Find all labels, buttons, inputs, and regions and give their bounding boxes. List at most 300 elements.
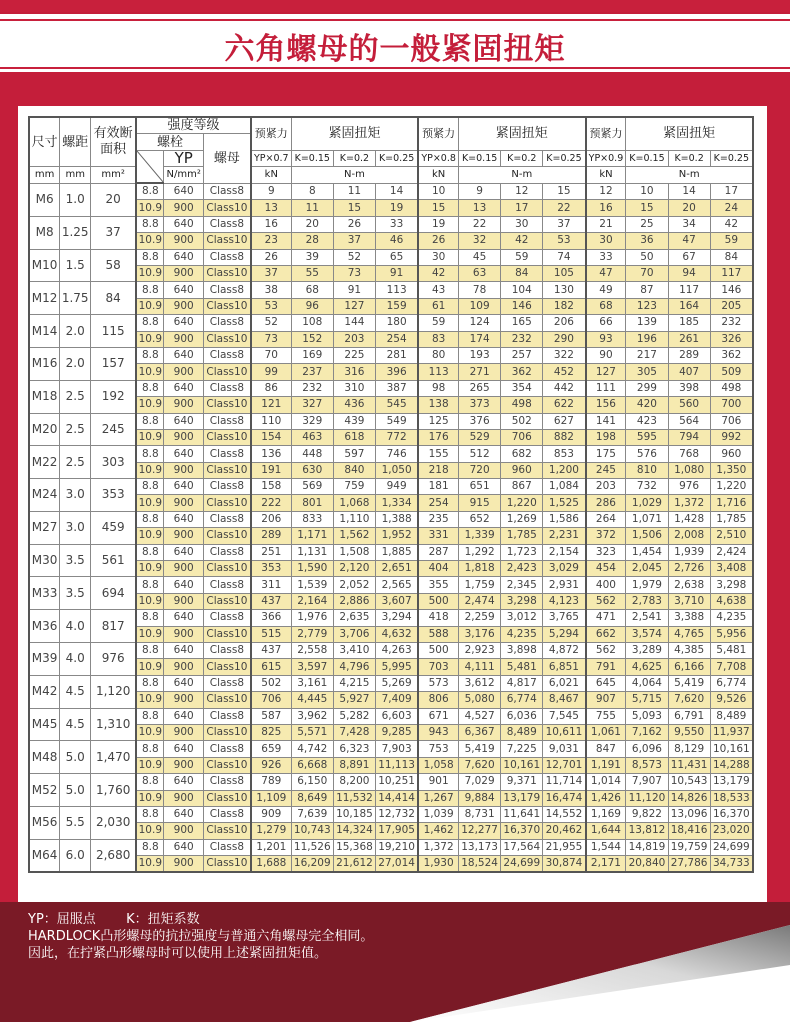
cell-preload: 19 xyxy=(418,216,458,232)
cell-grade-nut: Class10 xyxy=(203,528,250,544)
col-size-header: 尺寸 xyxy=(29,117,60,167)
cell-torque: 10,743 xyxy=(291,823,333,839)
table-row xyxy=(29,675,753,691)
cell-preload: 206 xyxy=(251,511,291,527)
cell-torque: 1,080 xyxy=(668,462,710,478)
table-row xyxy=(29,823,753,839)
cell-area: 1,120 xyxy=(91,675,137,708)
cell-grade-yp: 900 xyxy=(164,233,203,249)
cell-torque: 3,710 xyxy=(668,593,710,609)
cell-torque: 407 xyxy=(668,364,710,380)
cell-preload: 15 xyxy=(418,200,458,216)
cell-torque: 1,350 xyxy=(710,462,753,478)
cell-torque: 329 xyxy=(291,413,333,429)
cell-torque: 14,324 xyxy=(333,823,375,839)
preload-header-1: 预紧力 xyxy=(251,117,291,150)
cell-torque: 6,668 xyxy=(291,757,333,773)
cell-area: 58 xyxy=(91,249,137,282)
cell-torque: 700 xyxy=(710,397,753,413)
cell-grade-bolt: 10.9 xyxy=(136,495,164,511)
cell-torque: 7,639 xyxy=(291,806,333,822)
cell-grade-yp: 640 xyxy=(164,610,203,626)
k-header: K=0.25 xyxy=(543,150,586,166)
cell-torque: 68 xyxy=(291,282,333,298)
cell-torque: 3,408 xyxy=(710,561,753,577)
strength-grade-header: 强度等级 xyxy=(136,117,251,134)
cell-torque: 5,481 xyxy=(710,643,753,659)
cell-preload: 2,171 xyxy=(586,856,626,873)
cell-preload: 286 xyxy=(586,495,626,511)
cell-grade-yp: 640 xyxy=(164,315,203,331)
cell-torque: 15 xyxy=(333,200,375,216)
cell-torque: 5,282 xyxy=(333,708,375,724)
cell-torque: 36 xyxy=(626,233,668,249)
cell-torque: 1,084 xyxy=(543,479,586,495)
cell-grade-nut: Class8 xyxy=(203,413,250,429)
cell-torque: 59 xyxy=(501,249,543,265)
cell-torque: 14 xyxy=(376,183,419,200)
cell-torque: 289 xyxy=(668,347,710,363)
cell-torque: 146 xyxy=(501,298,543,314)
table-row xyxy=(29,757,753,773)
cell-torque: 949 xyxy=(376,479,419,495)
cell-torque: 12 xyxy=(501,183,543,200)
cell-preload: 1,169 xyxy=(586,806,626,822)
cell-area: 459 xyxy=(91,511,137,544)
cell-grade-yp: 900 xyxy=(164,200,203,216)
cell-grade-yp: 900 xyxy=(164,561,203,577)
cell-torque: 21,612 xyxy=(333,856,375,873)
cell-pitch: 4.0 xyxy=(60,610,91,643)
cell-grade-bolt: 10.9 xyxy=(136,790,164,806)
cell-torque: 3,388 xyxy=(668,610,710,626)
title-strip xyxy=(0,14,790,72)
cell-torque: 853 xyxy=(543,446,586,462)
cell-preload: 138 xyxy=(418,397,458,413)
cell-pitch: 6.0 xyxy=(60,839,91,872)
cell-torque: 326 xyxy=(710,331,753,347)
k-header: K=0.2 xyxy=(668,150,710,166)
cell-torque: 3,607 xyxy=(376,593,419,609)
cell-torque: 261 xyxy=(668,331,710,347)
cell-torque: 196 xyxy=(626,331,668,347)
cell-preload: 175 xyxy=(586,446,626,462)
cell-torque: 529 xyxy=(459,429,501,445)
table-row xyxy=(29,692,753,708)
cell-grade-nut: Class8 xyxy=(203,741,250,757)
cell-area: 1,470 xyxy=(91,741,137,774)
cell-torque: 17 xyxy=(501,200,543,216)
cell-torque: 18,416 xyxy=(668,823,710,839)
cell-area: 817 xyxy=(91,610,137,643)
cell-torque: 254 xyxy=(376,331,419,347)
cell-preload: 1,201 xyxy=(251,839,291,855)
cell-torque: 11,714 xyxy=(543,774,586,790)
cell-torque: 10,161 xyxy=(710,741,753,757)
cell-torque: 1,506 xyxy=(626,528,668,544)
table-row xyxy=(29,528,753,544)
cell-torque: 6,096 xyxy=(626,741,668,757)
cell-grade-yp: 640 xyxy=(164,413,203,429)
cell-torque: 801 xyxy=(291,495,333,511)
cell-torque: 3,298 xyxy=(710,577,753,593)
torque-table xyxy=(28,116,754,873)
cell-torque: 180 xyxy=(376,315,419,331)
cell-torque: 1,269 xyxy=(501,511,543,527)
cell-torque: 9 xyxy=(459,183,501,200)
cell-torque: 113 xyxy=(376,282,419,298)
cell-torque: 2,635 xyxy=(333,610,375,626)
cell-size: M64 xyxy=(29,839,60,872)
cell-torque: 232 xyxy=(291,380,333,396)
cell-torque: 7,225 xyxy=(501,741,543,757)
cell-torque: 24,699 xyxy=(710,839,753,855)
yp-header: YP xyxy=(164,150,203,166)
cell-grade-bolt: 10.9 xyxy=(136,397,164,413)
cell-pitch: 3.5 xyxy=(60,544,91,577)
cell-torque: 22 xyxy=(543,200,586,216)
cell-area: 561 xyxy=(91,544,137,577)
cell-grade-yp: 900 xyxy=(164,593,203,609)
cell-grade-yp: 640 xyxy=(164,774,203,790)
cell-torque: 1,220 xyxy=(710,479,753,495)
cell-grade-nut: Class8 xyxy=(203,347,250,363)
k-header: K=0.2 xyxy=(333,150,375,166)
cell-torque: 237 xyxy=(291,364,333,380)
cell-grade-nut: Class10 xyxy=(203,856,250,873)
cell-torque: 7,907 xyxy=(626,774,668,790)
cell-preload: 30 xyxy=(418,249,458,265)
cell-grade-bolt: 8.8 xyxy=(136,708,164,724)
cell-torque: 794 xyxy=(668,429,710,445)
cell-torque: 9,371 xyxy=(501,774,543,790)
cell-torque: 7,708 xyxy=(710,659,753,675)
cell-size: M33 xyxy=(29,577,60,610)
cell-torque: 6,774 xyxy=(501,692,543,708)
cell-grade-nut: Class8 xyxy=(203,511,250,527)
cell-grade-yp: 640 xyxy=(164,282,203,298)
cell-torque: 1,454 xyxy=(626,544,668,560)
cell-torque: 2,164 xyxy=(291,593,333,609)
cell-preload: 52 xyxy=(251,315,291,331)
cell-pitch: 3.0 xyxy=(60,511,91,544)
table-row xyxy=(29,708,753,724)
cell-torque: 265 xyxy=(459,380,501,396)
cell-preload: 562 xyxy=(586,643,626,659)
cell-torque: 42 xyxy=(710,216,753,232)
cell-preload: 287 xyxy=(418,544,458,560)
cell-torque: 2,423 xyxy=(501,561,543,577)
cell-preload: 127 xyxy=(586,364,626,380)
cell-preload: 615 xyxy=(251,659,291,675)
k-header: K=0.15 xyxy=(459,150,501,166)
cell-grade-nut: Class8 xyxy=(203,643,250,659)
cell-torque: 9,031 xyxy=(543,741,586,757)
cell-grade-yp: 900 xyxy=(164,626,203,642)
cell-size: M10 xyxy=(29,249,60,282)
note-line-2: 因此，在拧紧凸形螺母时可以使用上述紧固扭矩值。 xyxy=(28,946,328,961)
cell-torque: 50 xyxy=(626,249,668,265)
table-row xyxy=(29,790,753,806)
cell-torque: 105 xyxy=(543,266,586,282)
cell-grade-yp: 900 xyxy=(164,692,203,708)
cell-preload: 500 xyxy=(418,643,458,659)
table-row xyxy=(29,200,753,216)
cell-torque: 3,176 xyxy=(459,626,501,642)
cell-preload: 289 xyxy=(251,528,291,544)
cell-torque: 1,029 xyxy=(626,495,668,511)
cell-size: M42 xyxy=(29,675,60,708)
cell-torque: 18,533 xyxy=(710,790,753,806)
cell-torque: 217 xyxy=(626,347,668,363)
cell-preload: 366 xyxy=(251,610,291,626)
cell-torque: 127 xyxy=(333,298,375,314)
cell-torque: 232 xyxy=(710,315,753,331)
cell-torque: 70 xyxy=(626,266,668,282)
cell-grade-nut: Class8 xyxy=(203,675,250,691)
cell-torque: 2,651 xyxy=(376,561,419,577)
cell-torque: 185 xyxy=(668,315,710,331)
cell-torque: 52 xyxy=(333,249,375,265)
cell-torque: 39 xyxy=(291,249,333,265)
cell-torque: 2,045 xyxy=(626,561,668,577)
cell-preload: 198 xyxy=(586,429,626,445)
table-row xyxy=(29,331,753,347)
cell-torque: 6,791 xyxy=(668,708,710,724)
cell-torque: 4,796 xyxy=(333,659,375,675)
cell-preload: 323 xyxy=(586,544,626,560)
cell-size: M12 xyxy=(29,282,60,315)
cell-preload: 59 xyxy=(418,315,458,331)
cell-size: M14 xyxy=(29,315,60,348)
cell-torque: 1,562 xyxy=(333,528,375,544)
cell-torque: 305 xyxy=(626,364,668,380)
cell-preload: 111 xyxy=(586,380,626,396)
cell-pitch: 2.5 xyxy=(60,413,91,446)
cell-area: 303 xyxy=(91,446,137,479)
cell-torque: 30,874 xyxy=(543,856,586,873)
cell-grade-bolt: 8.8 xyxy=(136,544,164,560)
cell-torque: 8,489 xyxy=(501,724,543,740)
cell-torque: 53 xyxy=(543,233,586,249)
cell-preload: 136 xyxy=(251,446,291,462)
cell-torque: 15,368 xyxy=(333,839,375,855)
cell-preload: 753 xyxy=(418,741,458,757)
cell-torque: 144 xyxy=(333,315,375,331)
cell-grade-nut: Class8 xyxy=(203,380,250,396)
cell-torque: 14,552 xyxy=(543,806,586,822)
cell-preload: 235 xyxy=(418,511,458,527)
cell-preload: 38 xyxy=(251,282,291,298)
cell-torque: 109 xyxy=(459,298,501,314)
cell-torque: 8,573 xyxy=(626,757,668,773)
cell-preload: 98 xyxy=(418,380,458,396)
cell-torque: 960 xyxy=(710,446,753,462)
cell-torque: 1,539 xyxy=(291,577,333,593)
table-row xyxy=(29,544,753,560)
cell-pitch: 2.5 xyxy=(60,446,91,479)
cell-torque: 21,955 xyxy=(543,839,586,855)
cell-preload: 1,058 xyxy=(418,757,458,773)
cell-torque: 87 xyxy=(626,282,668,298)
table-row xyxy=(29,347,753,363)
cell-size: M48 xyxy=(29,741,60,774)
cell-torque: 159 xyxy=(376,298,419,314)
cell-torque: 16,370 xyxy=(710,806,753,822)
cell-grade-yp: 900 xyxy=(164,397,203,413)
cell-torque: 373 xyxy=(459,397,501,413)
cell-torque: 2,541 xyxy=(626,610,668,626)
preload-factor-1: YP×0.7 xyxy=(251,150,291,166)
cell-torque: 94 xyxy=(668,266,710,282)
cell-torque: 3,298 xyxy=(501,593,543,609)
cell-preload: 86 xyxy=(251,380,291,396)
cell-torque: 6,021 xyxy=(543,675,586,691)
cell-area: 157 xyxy=(91,347,137,380)
cell-torque: 1,068 xyxy=(333,495,375,511)
cell-torque: 5,269 xyxy=(376,675,419,691)
cell-grade-bolt: 8.8 xyxy=(136,479,164,495)
cell-pitch: 2.0 xyxy=(60,315,91,348)
cell-torque: 299 xyxy=(626,380,668,396)
cell-grade-bolt: 10.9 xyxy=(136,298,164,314)
cell-torque: 4,215 xyxy=(333,675,375,691)
cell-torque: 618 xyxy=(333,429,375,445)
cell-torque: 3,161 xyxy=(291,675,333,691)
cell-grade-bolt: 10.9 xyxy=(136,233,164,249)
cell-preload: 26 xyxy=(418,233,458,249)
cell-preload: 191 xyxy=(251,462,291,478)
cell-torque: 595 xyxy=(626,429,668,445)
cell-preload: 70 xyxy=(251,347,291,363)
cell-grade-yp: 900 xyxy=(164,462,203,478)
cell-grade-yp: 640 xyxy=(164,511,203,527)
cell-torque: 915 xyxy=(459,495,501,511)
cell-grade-bolt: 8.8 xyxy=(136,741,164,757)
cell-torque: 67 xyxy=(668,249,710,265)
cell-torque: 11,526 xyxy=(291,839,333,855)
cell-preload: 141 xyxy=(586,413,626,429)
cell-preload: 73 xyxy=(251,331,291,347)
table-row xyxy=(29,413,753,429)
table-row xyxy=(29,233,753,249)
cell-torque: 597 xyxy=(333,446,375,462)
preload-header-2: 预紧力 xyxy=(418,117,458,150)
cell-torque: 732 xyxy=(626,479,668,495)
cell-grade-yp: 640 xyxy=(164,806,203,822)
cell-torque: 14,288 xyxy=(710,757,753,773)
cell-grade-bolt: 8.8 xyxy=(136,806,164,822)
cell-preload: 203 xyxy=(586,479,626,495)
cell-preload: 113 xyxy=(418,364,458,380)
cell-torque: 84 xyxy=(501,266,543,282)
cell-grade-nut: Class10 xyxy=(203,266,250,282)
cell-torque: 165 xyxy=(501,315,543,331)
table-row xyxy=(29,380,753,396)
cell-torque: 203 xyxy=(333,331,375,347)
cell-torque: 376 xyxy=(459,413,501,429)
cell-torque: 3,898 xyxy=(501,643,543,659)
unit-kn-2: kN xyxy=(418,167,458,183)
cell-torque: 2,120 xyxy=(333,561,375,577)
cell-torque: 810 xyxy=(626,462,668,478)
cell-grade-nut: Class10 xyxy=(203,331,250,347)
cell-torque: 84 xyxy=(710,249,753,265)
cell-torque: 4,064 xyxy=(626,675,668,691)
cell-torque: 1,339 xyxy=(459,528,501,544)
cell-grade-yp: 900 xyxy=(164,823,203,839)
cell-torque: 11 xyxy=(291,200,333,216)
cell-torque: 3,012 xyxy=(501,610,543,626)
cell-grade-nut: Class10 xyxy=(203,298,250,314)
cell-pitch: 1.0 xyxy=(60,183,91,216)
unit-size: mm xyxy=(29,167,60,183)
cell-grade-bolt: 10.9 xyxy=(136,692,164,708)
cell-pitch: 3.0 xyxy=(60,479,91,512)
cell-torque: 152 xyxy=(291,331,333,347)
cell-grade-yp: 900 xyxy=(164,495,203,511)
cell-grade-nut: Class10 xyxy=(203,659,250,675)
cell-grade-bolt: 8.8 xyxy=(136,577,164,593)
cell-torque: 6,036 xyxy=(501,708,543,724)
cell-grade-bolt: 8.8 xyxy=(136,413,164,429)
cell-grade-bolt: 10.9 xyxy=(136,823,164,839)
cell-preload: 218 xyxy=(418,462,458,478)
cell-torque: 8,467 xyxy=(543,692,586,708)
cell-size: M36 xyxy=(29,610,60,643)
cell-grade-yp: 640 xyxy=(164,216,203,232)
unit-area: mm² xyxy=(91,167,137,183)
cell-torque: 271 xyxy=(459,364,501,380)
table-row xyxy=(29,364,753,380)
cell-torque: 3,765 xyxy=(543,610,586,626)
cell-torque: 33 xyxy=(376,216,419,232)
cell-torque: 322 xyxy=(543,347,586,363)
cell-torque: 2,565 xyxy=(376,577,419,593)
cell-grade-bolt: 8.8 xyxy=(136,839,164,855)
cell-grade-yp: 640 xyxy=(164,479,203,495)
cell-torque: 651 xyxy=(459,479,501,495)
torque-table-body xyxy=(29,183,753,872)
cell-grade-bolt: 8.8 xyxy=(136,216,164,232)
cell-grade-nut: Class8 xyxy=(203,577,250,593)
cell-torque: 4,235 xyxy=(710,610,753,626)
table-row xyxy=(29,495,753,511)
cell-preload: 331 xyxy=(418,528,458,544)
cell-torque: 117 xyxy=(710,266,753,282)
cell-grade-yp: 640 xyxy=(164,446,203,462)
cell-torque: 37 xyxy=(333,233,375,249)
cell-preload: 706 xyxy=(251,692,291,708)
cell-torque: 576 xyxy=(626,446,668,462)
cell-torque: 2,052 xyxy=(333,577,375,593)
cell-preload: 254 xyxy=(418,495,458,511)
cell-torque: 164 xyxy=(668,298,710,314)
cell-torque: 2,779 xyxy=(291,626,333,642)
cell-preload: 943 xyxy=(418,724,458,740)
table-row xyxy=(29,462,753,478)
k-header: K=0.25 xyxy=(710,150,753,166)
cell-torque: 91 xyxy=(376,266,419,282)
cell-grade-bolt: 8.8 xyxy=(136,774,164,790)
cell-preload: 80 xyxy=(418,347,458,363)
cell-preload: 181 xyxy=(418,479,458,495)
cell-torque: 960 xyxy=(501,462,543,478)
cell-torque: 1,716 xyxy=(710,495,753,511)
cell-preload: 12 xyxy=(586,183,626,200)
table-row xyxy=(29,216,753,232)
cell-torque: 10,251 xyxy=(376,774,419,790)
